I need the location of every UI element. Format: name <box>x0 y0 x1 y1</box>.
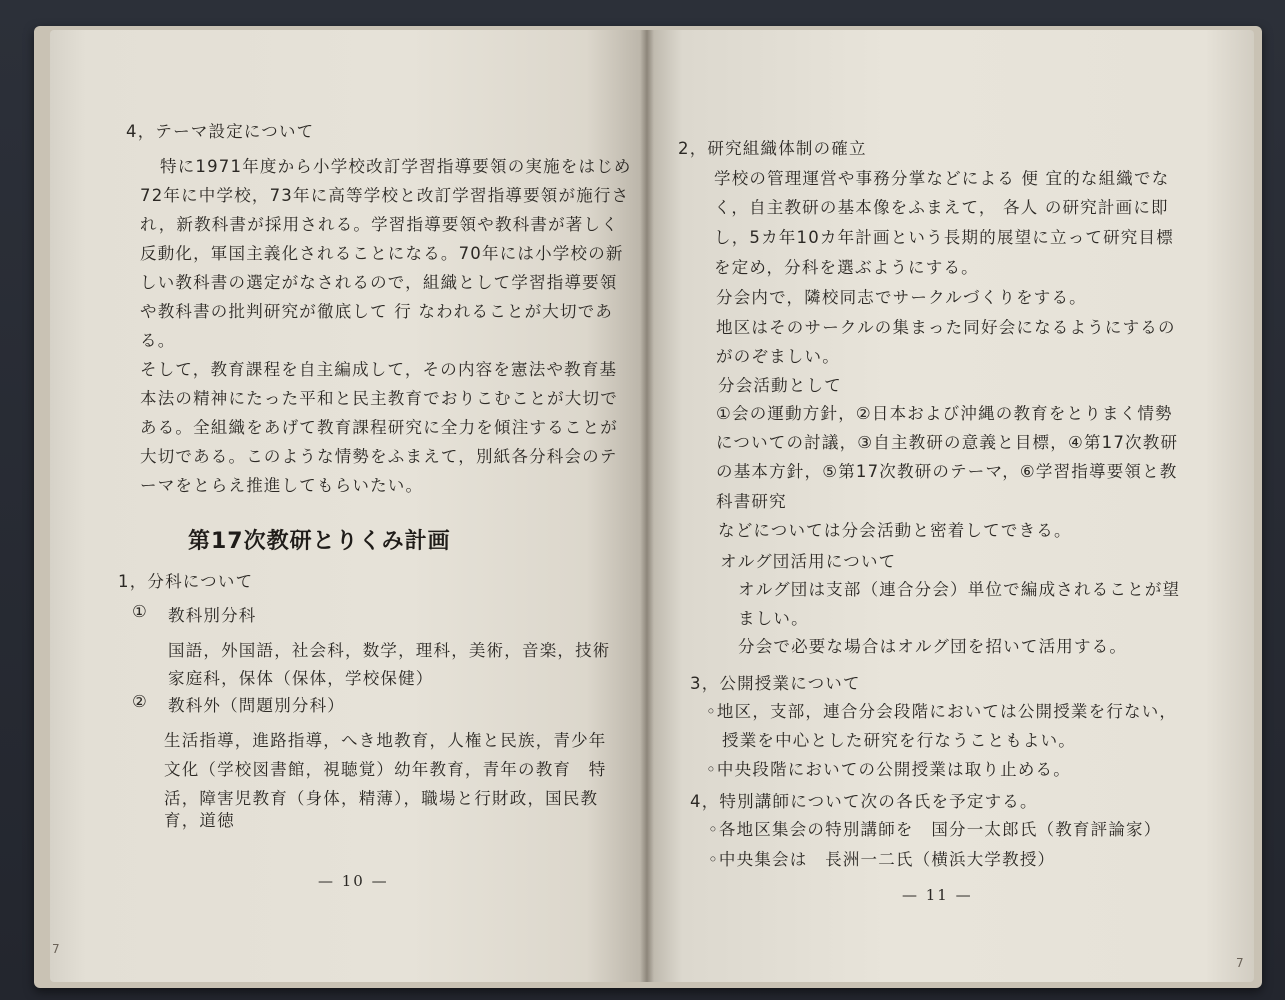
paragraph-line: についての討議，③自主教研の意義と目標，④第17次教研 <box>716 433 1179 452</box>
item-1-line: 国語，外国語，社会科，数学，理科，美術，音楽，技術 <box>168 641 611 660</box>
item-1-marker: ① <box>132 602 148 621</box>
item-1-line: 家庭科，保体（保体，学校保健） <box>168 669 434 688</box>
item-1-title: 教科別分科 <box>168 606 257 625</box>
paragraph-line: ーマをとらえ推進してもらいたい。 <box>140 476 424 495</box>
paragraph-line: る。 <box>140 331 176 350</box>
section-2-title: 2，研究組織体制の確立 <box>678 139 867 158</box>
paragraph-line: 授業を中心とした研究を行なうこともよい。 <box>722 731 1076 750</box>
bullet-line: ◦中央段階においての公開授業は取り止める。 <box>706 760 1071 779</box>
bullet-line: ◦中央集会は 長洲一二氏（横浜大学教授） <box>708 850 1056 869</box>
paragraph-line: ①会の運動方針，②日本および沖縄の教育をとりまく情勢 <box>716 404 1173 423</box>
section-3-title: 3，公開授業について <box>690 674 861 693</box>
paragraph-line: 地区はそのサークルの集まった同好会になるようにするの <box>716 318 1176 337</box>
paragraph-line: れ，新教科書が採用される。学習指導要領や教科書が著しく <box>140 215 619 234</box>
item-2-line: 生活指導，進路指導，へき地教育，人権と民族，青少年 <box>164 731 607 750</box>
paragraph-line: 学校の管理運営や事務分掌などによる 便 宜的な組織でな <box>714 169 1170 188</box>
corner-mark-left: 7 <box>52 942 60 956</box>
page-number-right: — 11 — <box>902 886 973 904</box>
paragraph-line: そして，教育課程を自主編成して，その内容を憲法や教育基 <box>140 360 618 379</box>
paragraph-line: し，5カ年10カ年計画という長期的展望に立って研究目標 <box>714 228 1174 247</box>
paragraph-line: 科書研究 <box>716 492 787 511</box>
bullet-line: ◦各地区集会の特別講師を 国分一太郎氏（教育評論家） <box>708 820 1162 839</box>
paragraph-line: 分会で必要な場合はオルグ団を招いて活用する。 <box>738 637 1128 656</box>
paragraph-line: 分会活動として <box>718 376 842 395</box>
item-2-line: 文化（学校図書館，視聴覚）幼年教育，青年の教育 特 <box>164 760 607 779</box>
page-number-left: — 10 — <box>318 872 389 890</box>
paragraph-line: 大切である。このような情勢をふまえて，別紙各分科会のテ <box>140 447 618 466</box>
paragraph-line: しい教科書の選定がなされるので，組織として学習指導要領 <box>140 273 618 292</box>
paragraph-line: 本法の精神にたった平和と民主教育でおりこむことが大切で <box>140 389 618 408</box>
paragraph-line: や教科書の批判研究が徹底して 行 なわれることが大切であ <box>140 302 614 321</box>
paragraph-line: などについては分会活動と密着してできる。 <box>718 521 1072 540</box>
bullet-line: ◦地区，支部，連合分会段階においては公開授業を行ない， <box>706 702 1178 721</box>
item-2-line: 育，道徳 <box>164 811 235 830</box>
section-1-title: 1，分科について <box>118 572 254 591</box>
paragraph-line: ましい。 <box>738 609 809 628</box>
item-2-marker: ② <box>132 692 148 711</box>
paragraph-line: ある。全組織をあげて教育課程研究に全力を傾注することが <box>140 418 618 437</box>
section-4-title: 4，特別講師について次の各氏を予定する。 <box>690 792 1038 811</box>
item-2-title: 教科外（問題別分科） <box>168 696 345 715</box>
corner-mark-right: 7 <box>1236 956 1244 970</box>
plan-heading: 第17次教研とりくみ計画 <box>188 529 451 554</box>
paragraph-line: く，自主教研の基本像をふまえて， 各人 の研究計画に即 <box>714 198 1169 217</box>
item-2-line: 活，障害児教育（身体，精薄），職場と行財政，国民教 <box>164 789 599 808</box>
paragraph-line: オルグ団は支部（連合分会）単位で編成されることが望 <box>738 580 1181 599</box>
paragraph-line: がのぞましい。 <box>716 347 840 366</box>
paragraph-line: の基本方針，⑤第17次教研のテーマ，⑥学習指導要領と教 <box>716 462 1178 481</box>
paragraph-line: 分会内で，隣校同志でサークルづくりをする。 <box>716 288 1087 307</box>
paragraph-line: 特に1971年度から小学校改訂学習指導要領の実施をはじめ <box>160 157 632 176</box>
book-gutter <box>640 30 654 982</box>
paragraph-line: を定め，分科を選ぶようにする。 <box>714 258 979 277</box>
paragraph-line: オルグ団活用について <box>720 552 897 571</box>
paragraph-line: 反動化，軍国主義化されることになる。70年には小学校の新 <box>140 244 624 263</box>
section-4-title: 4，テーマ設定について <box>126 122 315 141</box>
paragraph-line: 72年に中学校，73年に高等学校と改訂学習指導要領が施行さ <box>140 186 630 205</box>
